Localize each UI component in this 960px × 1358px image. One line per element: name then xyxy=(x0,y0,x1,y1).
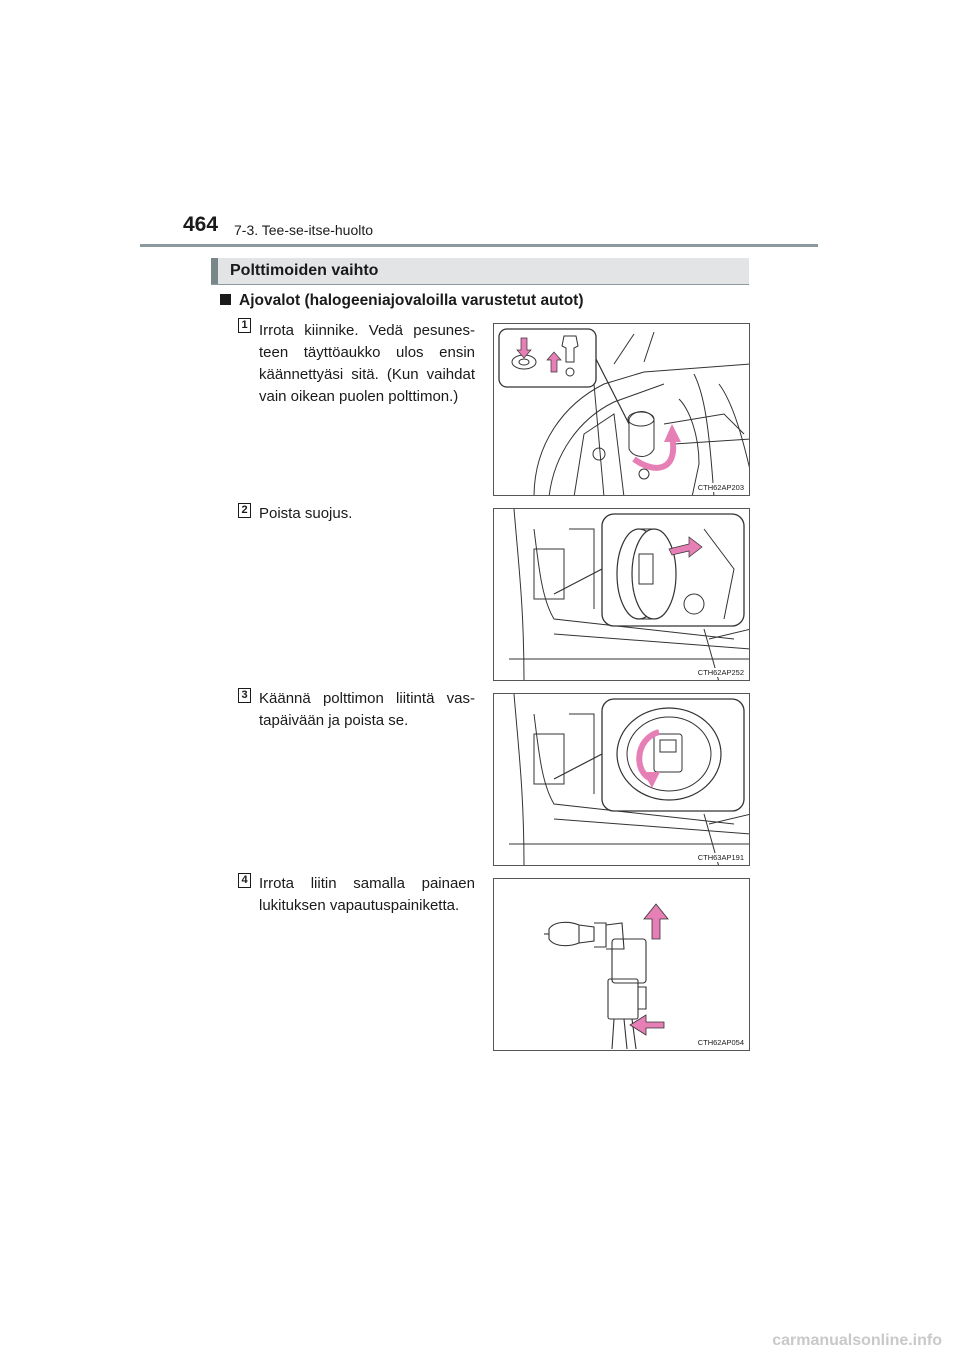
step-2-figure-code: CTH62AP252 xyxy=(697,668,744,677)
header-divider xyxy=(140,244,818,247)
step-1-figure-code: CTH62AP203 xyxy=(697,483,744,492)
step-2-figure xyxy=(493,508,750,681)
washer-filler-illustration xyxy=(494,324,750,496)
section-title-bar xyxy=(211,258,749,284)
watermark: carmanualsonline.info xyxy=(772,1332,942,1349)
page-number: 464 xyxy=(183,213,219,236)
step-2-text: Poista suojus. xyxy=(259,505,353,522)
step-1-text: Irrota kiinnike. Vedä pesunes-teen täyttöaukko ulos ensin käännettyäsi sitä. (Kun vaihdat vain oikean puolen polttimon.) xyxy=(259,322,475,405)
section-divider xyxy=(211,284,749,285)
step-3-figure xyxy=(493,693,750,866)
subheading-text: Ajovalot (halogeeniajovaloilla varustetut autot) xyxy=(239,292,584,309)
step-1-badge: 1 xyxy=(238,318,251,333)
step-4-figure xyxy=(493,878,750,1051)
step-4-text: Irrota liitin samalla painaen lukituksen vapautuspainiketta. xyxy=(259,875,475,914)
step-3-text: Käännä polttimon liitintä vas-tapäivään ja poista se. xyxy=(259,690,475,729)
bulb-connector-illustration xyxy=(494,694,750,866)
step-1-figure xyxy=(493,323,750,496)
step-4-badge: 4 xyxy=(238,873,251,888)
section-title: Polttimoiden vaihto xyxy=(230,262,379,279)
step-4-figure-code: CTH62AP054 xyxy=(697,1038,744,1047)
step-3-figure-code: CTH63AP191 xyxy=(697,853,744,862)
bulb-unplug-illustration xyxy=(494,879,750,1051)
step-3-badge: 3 xyxy=(238,688,251,703)
headlight-cover-illustration xyxy=(494,509,750,681)
step-2-badge: 2 xyxy=(238,503,251,518)
section-reference: 7-3. Tee-se-itse-huolto xyxy=(234,222,374,238)
square-bullet-icon xyxy=(220,294,231,305)
subheading xyxy=(220,292,584,310)
